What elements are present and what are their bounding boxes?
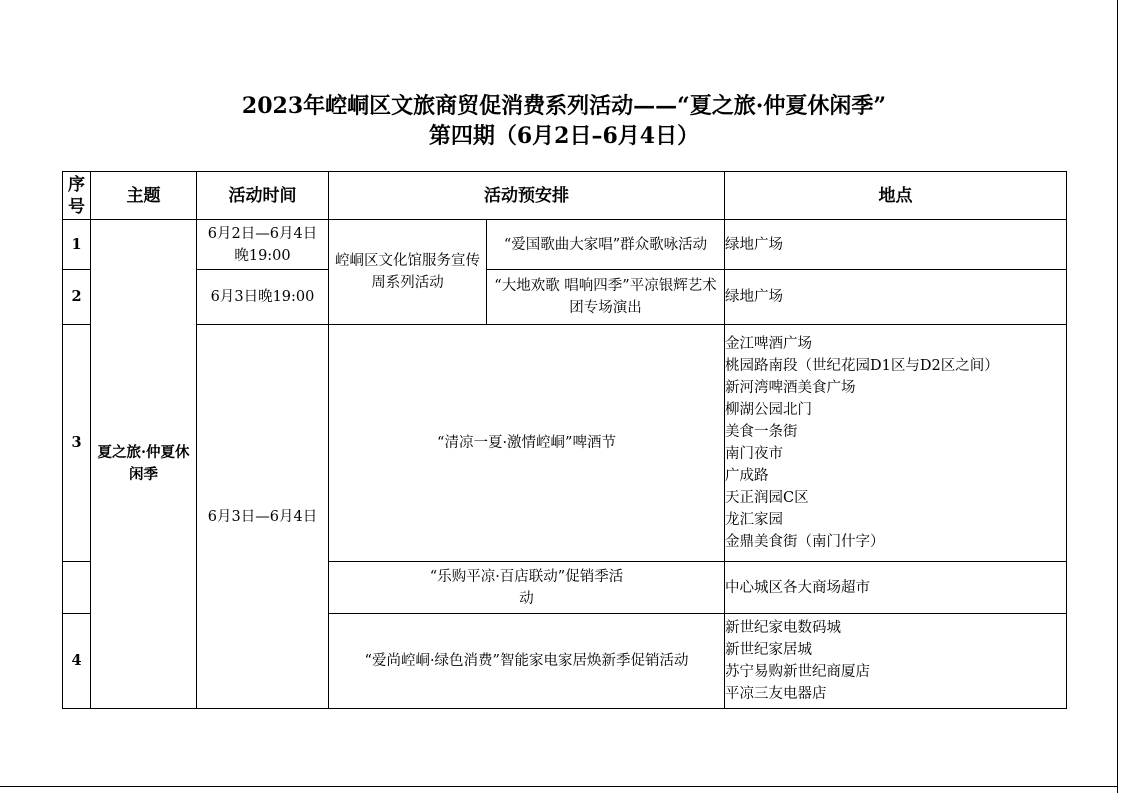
header-time: 活动时间 <box>197 172 329 220</box>
row-seq: 2 <box>63 270 91 325</box>
row-activity: “爱国歌曲大家唱”群众歌咏活动 <box>487 220 725 270</box>
activity-table <box>62 171 1067 709</box>
header-theme: 主题 <box>91 172 197 220</box>
header-schedule: 活动预安排 <box>329 172 725 220</box>
row-location <box>725 614 1067 709</box>
location-item: 柳湖公园北门 <box>725 402 812 418</box>
location-item: 天正润园C区 <box>725 490 809 506</box>
location-item: 绿地广场 <box>725 289 783 305</box>
row-activity <box>329 325 725 562</box>
header-location: 地点 <box>725 172 1067 220</box>
row-location <box>725 270 1067 325</box>
location-item: 平凉三友电器店 <box>725 686 827 702</box>
theme-cell: 夏之旅·仲夏休闲季 <box>91 220 197 709</box>
row-activity <box>329 562 725 614</box>
row-time: 6月3日晚19:00 <box>197 270 329 325</box>
row-time: 6月3日—6月4日 <box>197 325 329 709</box>
row-activity: “大地欢歌 唱响四季”平凉银辉艺术团专场演出 <box>487 270 725 325</box>
activity-text: “清凉一夏·激情崆峒”啤酒节 <box>437 435 616 451</box>
row-activity <box>329 614 725 709</box>
activity-group: 崆峒区文化馆服务宣传周系列活动 <box>329 220 487 325</box>
location-item: 苏宁易购新世纪商厦店 <box>725 664 870 680</box>
document-title <box>62 91 1066 151</box>
activity-text: “爱尚崆峒·绿色消费”智能家电家居焕新季促销活动 <box>364 653 689 669</box>
page-edge-bottom <box>0 786 1118 787</box>
location-item: 美食一条街 <box>725 424 798 440</box>
location-item: 金江啤酒广场 <box>725 336 812 352</box>
title-line-1: 2023年崆峒区文旅商贸促消费系列活动——“夏之旅·仲夏休闲季” <box>241 93 887 119</box>
location-item: 新世纪家居城 <box>725 642 812 658</box>
row-time: 6月2日—6月4日晚19:00 <box>197 220 329 270</box>
row-seq: 1 <box>63 220 91 270</box>
title-line-2: 第四期（6月2日–6月4日） <box>428 123 700 149</box>
row-seq <box>63 562 91 614</box>
row-seq: 3 <box>63 325 91 562</box>
location-item: 新河湾啤酒美食广场 <box>725 380 856 396</box>
location-item: 桃园路南段（世纪花园D1区与D2区之间） <box>725 358 999 374</box>
activity-text: “乐购平凉·百店联动”促销季活动 <box>429 568 624 607</box>
location-item: 金鼎美食街（南门什字） <box>725 534 885 550</box>
row-location <box>725 562 1067 614</box>
table-row <box>63 220 1067 270</box>
table-row <box>63 270 1067 325</box>
location-item: 南门夜市 <box>725 446 783 462</box>
location-item: 绿地广场 <box>725 236 783 253</box>
location-item: 新世纪家电数码城 <box>725 620 841 636</box>
location-item: 广成路 <box>725 468 769 484</box>
page-edge-right <box>1117 0 1118 793</box>
table-header-row <box>63 172 1067 220</box>
row-location <box>725 325 1067 562</box>
row-seq: 4 <box>63 614 91 709</box>
row-location <box>725 220 1067 270</box>
table-row <box>63 325 1067 562</box>
location-item: 龙汇家园 <box>725 512 783 528</box>
header-seq: 序号 <box>63 172 91 220</box>
location-item: 中心城区各大商场超市 <box>725 579 870 596</box>
